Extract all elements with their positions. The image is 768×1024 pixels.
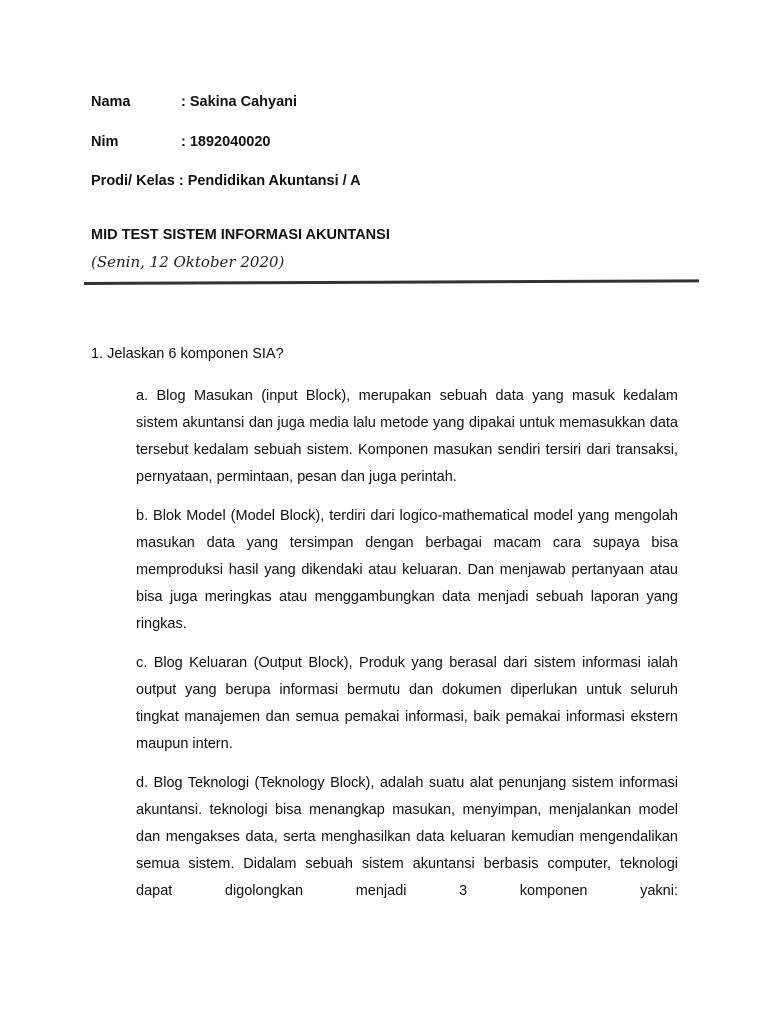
prodi-label: Prodi/ Kelas	[91, 173, 175, 189]
answer-paragraph-c: c. Blog Keluaran (Output Block), Produk yang berasal dari sistem informasi ialah output yang berupa informasi bermutu dan dokumen diperlukan untuk seluruh tingkat manajemen dan semua pemakai informasi, baik pemakai informasi ekstern maupun intern.	[136, 655, 678, 752]
name-label: Nama	[91, 94, 131, 110]
name-row	[91, 94, 297, 110]
horizontal-divider	[84, 279, 699, 285]
prodi-row	[91, 173, 361, 189]
document-date: (Senin, 12 Oktober 2020)	[91, 253, 285, 271]
answer-paragraph-a: a. Blog Masukan (input Block), merupakan sebuah data yang masuk kedalam sistem akuntansi dan juga media lalu metode yang dipakai untuk memasukkan data tersebut kedalam sebuah sistem. Komponen masukan sendiri tersiri dari transaksi, pernyataan, permintaan, pesan dan juga perintah.	[136, 388, 678, 485]
nim-label: Nim	[91, 134, 119, 150]
prodi-value: : Pendidikan Akuntansi / A	[174, 173, 361, 189]
answer-paragraph-b: b. Blok Model (Model Block), terdiri dari logico-mathematical model yang mengolah masukan data yang tersimpan dengan berbagai macam cara supaya bisa memproduksi hasil yang dikendaki atau keluaran. Dan menjawab pertanyaan atau bisa juga meringkas atau menggambungkan data menjadi sebuah laporan yang ringkas.	[136, 508, 678, 632]
nim-value: : 1892040020	[181, 134, 271, 150]
name-value: : Sakina Cahyani	[181, 94, 298, 110]
nim-row	[91, 134, 271, 150]
answer-paragraph-d: d. Blog Teknologi (Teknology Block), adalah suatu alat penunjang sistem informasi akuntansi. teknologi bisa menangkap masukan, menyimpan, menjalankan model dan mengakses data, serta menghasilkan data keluaran kemudian mengendalikan semua sistem. Didalam sebuah sistem akuntansi berbasis computer, teknologi dapat digolongkan menjadi 3 komponen yakni:	[136, 775, 678, 899]
question-text: 1. Jelaskan 6 komponen SIA?	[91, 346, 284, 362]
document-title: MID TEST SISTEM INFORMASI AKUNTANSI	[91, 227, 390, 243]
